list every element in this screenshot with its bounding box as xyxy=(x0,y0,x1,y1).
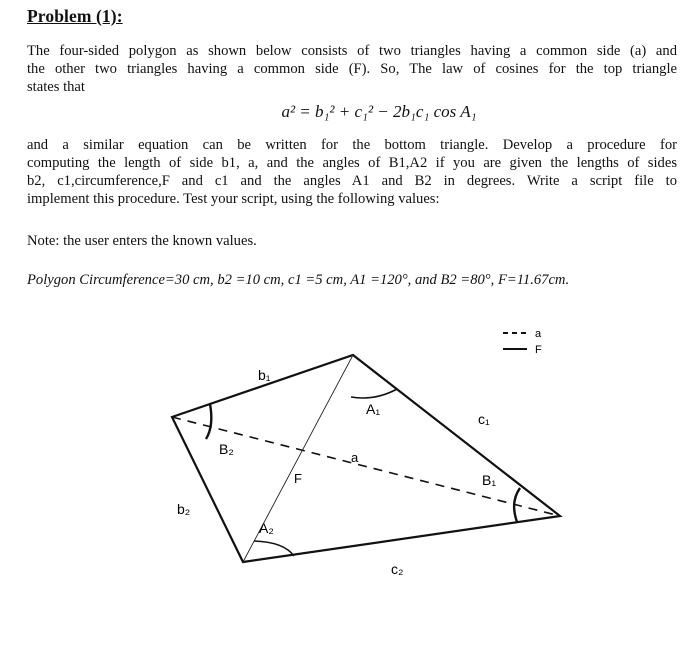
label-b1: b₁ xyxy=(258,367,271,383)
intro-line: the other two triangles having a common side (F). So, The law of cosines for the top triangle xyxy=(27,61,677,77)
body-line: computing the length of side b1, a, and the angles of B1,A2 if you are given the lengths of sides xyxy=(27,155,677,171)
diagonal-a xyxy=(172,417,560,516)
formula-text: a² = b₁² + c₁² − 2b₁c₁ cos A₁ xyxy=(281,102,477,121)
body-line: and a similar equation can be written for the bottom triangle. Develop a procedure for xyxy=(27,137,677,153)
label-c2: c₂ xyxy=(391,561,404,577)
values-line: Polygon Circumference=30 cm, b2 =10 cm, c1 =5 cm, A1 =120°, and B2 =80°, F=11.67cm. xyxy=(27,272,570,288)
intro-paragraph xyxy=(27,42,677,96)
label-a: a xyxy=(351,450,359,465)
angle-arc-A2 xyxy=(254,541,294,556)
polygon-diagram xyxy=(0,300,700,640)
label-F: F xyxy=(294,471,302,486)
law-of-cosines-formula xyxy=(0,102,700,122)
intro-line: states that xyxy=(27,79,85,95)
legend-label-a: a xyxy=(535,328,542,340)
label-c1: c₁ xyxy=(478,411,490,427)
intro-line: The four-sided polygon as shown below consists of two triangles having a common side (a) and xyxy=(27,43,677,59)
problem-heading: Problem (1): xyxy=(27,6,123,26)
label-B2: B₂ xyxy=(219,441,234,457)
label-B1: B₁ xyxy=(482,472,497,488)
note-line: Note: the user enters the known values. xyxy=(27,233,257,249)
angle-arc-A1 xyxy=(351,389,397,398)
label-A2: A₂ xyxy=(259,520,274,536)
body-line: b2, c1,circumference,F and c1 and the angles A1 and B2 in degrees. Write a script file to xyxy=(27,173,677,189)
body-paragraph xyxy=(27,136,677,208)
legend-label-F: F xyxy=(535,344,542,356)
polygon-outline xyxy=(172,355,560,562)
label-b2: b₂ xyxy=(177,501,191,517)
angle-arc-B2 xyxy=(206,404,211,439)
label-A1: A₁ xyxy=(366,401,381,417)
body-line: implement this procedure. Test your script, using the following values: xyxy=(27,191,440,207)
